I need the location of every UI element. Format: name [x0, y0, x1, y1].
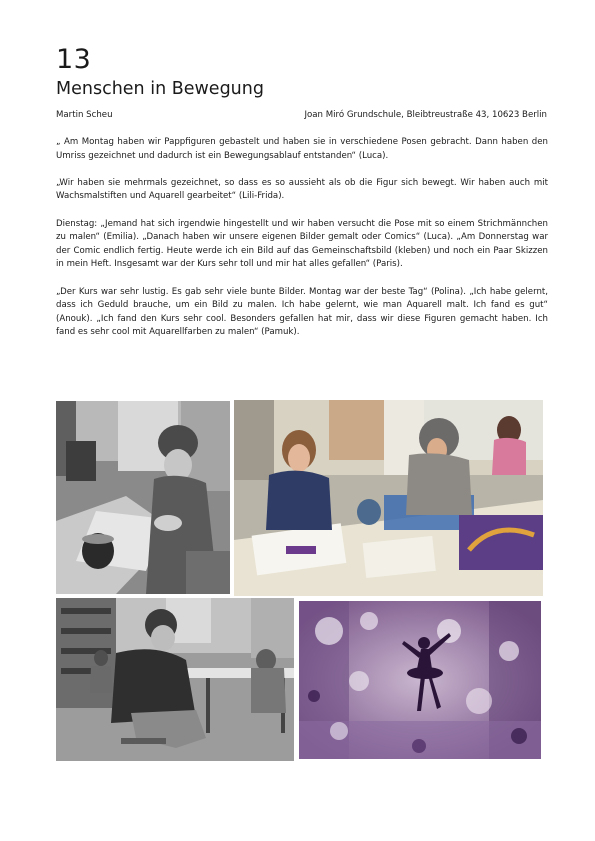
paragraph-2: „Wir haben sie mehrmals gezeichnet, so dass es so aussieht als ob die Figur sich bewegt. Wir haben auch mit Wachsmalstiften und Aquarell gearbeitet“ (Lili-Frida).: [56, 177, 548, 202]
photo-students-watercolor: [234, 400, 543, 596]
chapter-number: 13: [56, 44, 92, 75]
paragraph-3: Dienstag: „Jemand hat sich irgendwie hingestellt und wir haben versucht die Pose mit so einem Strichmännchen zu malen“ (Emilia). „Danach haben wir unsere eigenen Bilder gemalt oder Comics“ (Luca). „Am Donnerstag war der Comic endlich fertig. Heute werde ich ein Bild auf das Gemeinschaftsbild (kleben) und noch ein Paar Skizzen in mein Heft. Insgesamt war der Kurs sehr toll und mir hat alles gefallen“ (Paris).: [56, 218, 548, 270]
paragraph-4: „Der Kurs war sehr lustig. Es gab sehr viele bunte Bilder. Montag war der beste Tag“ (Polina). „Ich habe gelernt, dass ich Geduld brauche, um ein Bild zu malen. Ich habe gelernt, wie man Aquarell malt. Ich fand es gut“ (Anouk). „Ich fand den Kurs sehr cool. Besonders gefallen hat mir, dass wir diese Figuren gemacht haben. Ich fand es sehr cool mit Aquarellfarben zu malen“ (Pamuk).: [56, 286, 548, 338]
artwork-purple-dancer: [299, 601, 541, 759]
article-body: [56, 136, 548, 354]
author-name: Martin Scheu: [56, 110, 113, 120]
school-address: Joan Miró Grundschule, Bleibtreustraße 43, 10623 Berlin: [304, 110, 547, 120]
paragraph-1: „ Am Montag haben wir Pappfiguren gebastelt und haben sie in verschiedene Posen gebracht. Dann haben den Umriss gezeichnet und dadurch ist ein Bewegungsablauf entstanden“ (Luca).: [56, 137, 548, 161]
photo-girl-painting: [56, 401, 230, 594]
page-title: Menschen in Bewegung: [56, 79, 264, 99]
photo-classroom-students: [56, 598, 294, 761]
